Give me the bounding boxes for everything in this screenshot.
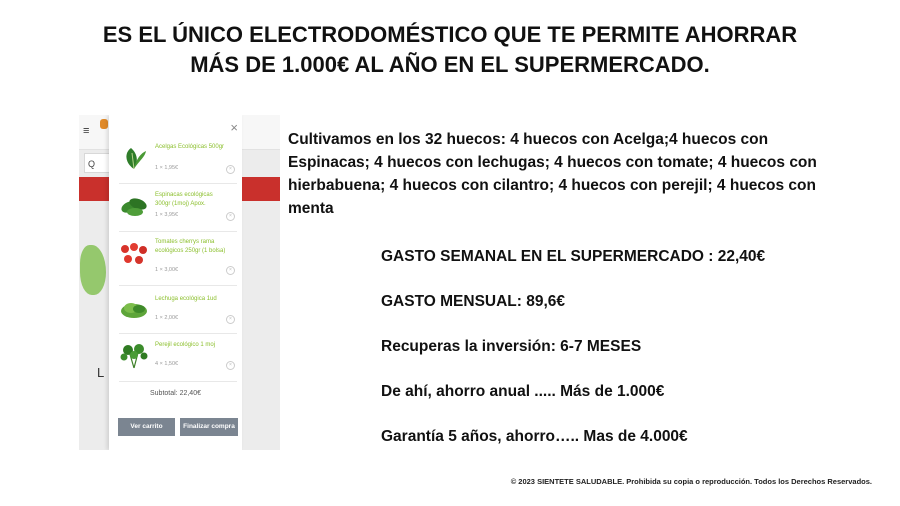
slide-title — [0, 20, 900, 80]
annual-savings: De ahí, ahorro anual ..... Más de 1.000€ — [381, 383, 665, 400]
copyright-footer: © 2023 SIENTETE SALUDABLE. Prohibida su copia o reproducción. Todos los Derechos Reservados. — [510, 477, 872, 486]
tomato-icon — [119, 241, 149, 267]
background-text: L — [97, 365, 105, 380]
title-line-1: ES EL ÚNICO ELECTRODOMÉSTICO QUE TE PERMITE AHORRAR — [102, 22, 798, 47]
warranty-savings: Garantía 5 años, ahorro….. Mas de 4.000€ — [381, 428, 688, 445]
checkout-button[interactable]: Finalizar compra — [180, 418, 238, 436]
view-cart-button[interactable]: Ver carrito — [118, 418, 175, 436]
remove-item-icon[interactable]: × — [226, 212, 235, 221]
remove-item-icon[interactable]: × — [226, 266, 235, 275]
payback-period: Recuperas la inversión: 6-7 MESES — [381, 338, 642, 355]
title-line-2: MÁS DE 1.000€ AL AÑO EN EL SUPERMERCADO. — [190, 52, 710, 77]
search-icon: Q — [88, 159, 96, 169]
menu-icon[interactable]: ≡ — [83, 125, 90, 137]
cart-item — [119, 287, 237, 334]
remove-item-icon[interactable]: × — [226, 165, 235, 174]
cultivation-description: Cultivamos en los 32 huecos: 4 huecos con Acelga;4 huecos con Espinacas; 4 huecos con lechugas; 4 huecos con tomate; 4 huecos con hierbabuena; 4 huecos con cilantro; 4 huecos con perejil; 4 huecos con menta — [288, 131, 817, 217]
chard-icon — [119, 145, 149, 171]
cart-item — [119, 233, 237, 286]
close-icon[interactable]: × — [230, 120, 238, 135]
item-name[interactable]: Perejil ecológico 1 moj — [155, 342, 216, 348]
item-quantity: 1 × 3,95€ — [155, 212, 179, 218]
item-quantity: 4 × 1,50€ — [155, 361, 179, 367]
item-name[interactable]: Tomates cherrys rama ecológicos 250gr (1 bolsa) — [155, 239, 226, 254]
lettuce-icon — [119, 295, 149, 321]
weekly-spend: GASTO SEMANAL EN EL SUPERMERCADO : 22,40€ — [381, 248, 766, 265]
cart-item — [119, 335, 237, 382]
item-name[interactable]: Acelgas Ecológicas 500gr — [155, 144, 225, 150]
cart-item — [119, 185, 237, 232]
item-quantity: 1 × 3,00€ — [155, 267, 179, 273]
parsley-icon — [119, 343, 149, 369]
savings-list — [381, 248, 861, 473]
item-name[interactable]: Lechuga ecológica 1ud — [155, 296, 217, 302]
monthly-spend: GASTO MENSUAL: 89,6€ — [381, 293, 566, 310]
remove-item-icon[interactable]: × — [226, 315, 235, 324]
cart-screenshot — [42, 115, 280, 450]
cart-subtotal: Subtotal: 22,40€ — [150, 390, 201, 397]
spinach-icon — [119, 193, 149, 219]
logo-icon — [100, 119, 108, 129]
remove-item-icon[interactable]: × — [226, 361, 235, 370]
item-name[interactable]: Espinacas ecológicas 300gr (1moj) Apox. — [155, 192, 213, 207]
lettuce-image — [80, 245, 106, 295]
item-quantity: 1 × 1,95€ — [155, 165, 179, 171]
cart-drawer — [109, 115, 242, 450]
cart-item — [119, 137, 237, 184]
item-quantity: 1 × 2,00€ — [155, 315, 179, 321]
